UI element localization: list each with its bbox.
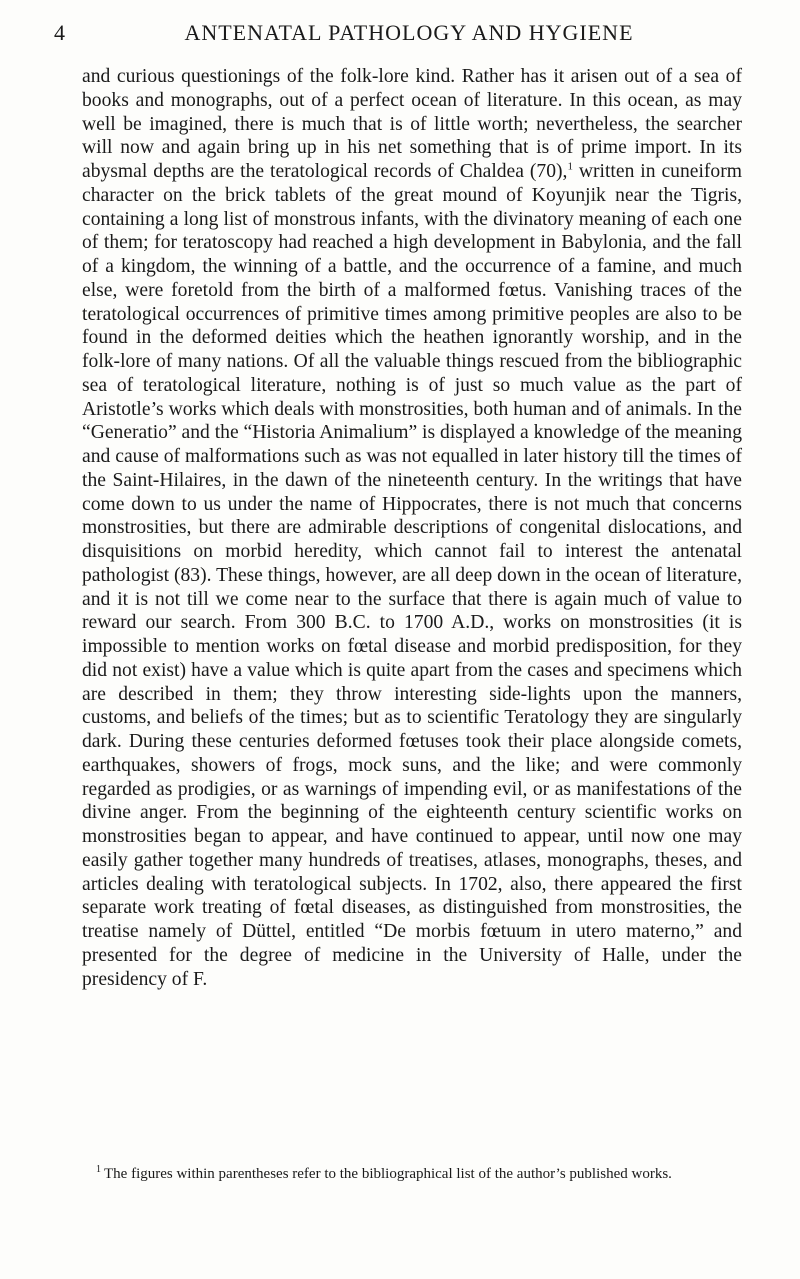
paragraph bbox=[82, 65, 742, 991]
footnote-text: The figures within parentheses refer to the bibliographical list of the author’s published works. bbox=[104, 1166, 672, 1182]
text-segment: and curious questionings of the folk-lore kind. Rather has it arisen out of a sea of books and monographs, out of a perfect ocean of literature. In this ocean, as may well be imagined, there is much that is of little worth; nevertheless, the searcher will now and again bring up in his net something that is of prime import. In its abysmal depths are the teratological records of Chaldea (70), bbox=[82, 66, 742, 182]
body-text bbox=[82, 65, 742, 991]
page-number: 4 bbox=[54, 20, 66, 45]
text-segment: written in cuneiform character on the brick tablets of the great mound of Koyunjik near the Tigris, containing a long list of monstrous infants, with the divinatory meaning of each one of them; for teratoscopy had reached a high development in Babylonia, and the fall of a kingdom, the winning of a battle, and the occurrence of a famine, and much else, were foretold from the birth of a malformed fœtus. Vanishing traces of the teratological occurrences of primitive times among primitive peoples are also to be found in the deformed deities which the heathen ignorantly worship, and in the folk-lore of many nations. Of all the valuable things rescued from the bibliographic sea of teratological literature, nothing is of just so much value as the part of Aristotle’s works which deals with monstrosities, both human and of animals. In the “Generatio” and the “Historia Animalium” is displayed a knowledge of the meaning and cause of malformations such as was not equalled in later history till the times of the Saint-Hilaires, in the dawn of the nineteenth century. In the writings that have come down to us under the name of Hippocrates, there is not much that concerns monstrosities, but there are admirable descriptions of congenital dislocations, and disquisitions on morbid heredity, which cannot fail to interest the antenatal pathologist (83). These things, however, are all deep down in the ocean of literature, and it is not till we come near to the surface that there is again much of value to reward our search. From 300 B.C. to 1700 A.D., works on monstrosities (it is impossible to mention works on fœtal disease and morbid predisposition, for they did not exist) have a value which is quite apart from the cases and specimens which are described in them; they throw interesting side-lights upon the manners, customs, and beliefs of the times; but as to scientific Teratology they are singularly dark. During these centuries deformed fœtuses took their place alongside comets, earthquakes, showers of frogs, mock suns, and the like; and were commonly regarded as prodigies, or as warnings of impending evil, or as manifestations of the divine anger. From the beginning of the eighteenth century scientific works on monstrosities began to appear, and have continued to appear, until now one may easily gather together many hundreds of treatises, atlases, monographs, theses, and articles dealing with teratological subjects. In 1702, also, there appeared the first separate work treating of fœtal diseases, as distinguished from monstrosities, the treatise namely of Düttel, entitled “De morbis fœtuum in utero materno,” and presented for the degree of medicine in the University of Halle, under the presidency of F. bbox=[82, 161, 742, 990]
footnote-reference: 1 bbox=[567, 160, 573, 173]
running-title: ANTENATAL PATHOLOGY AND HYGIENE bbox=[184, 20, 634, 45]
running-head bbox=[54, 14, 744, 48]
footnote-marker: 1 bbox=[96, 1164, 101, 1175]
footnote bbox=[82, 1164, 742, 1184]
